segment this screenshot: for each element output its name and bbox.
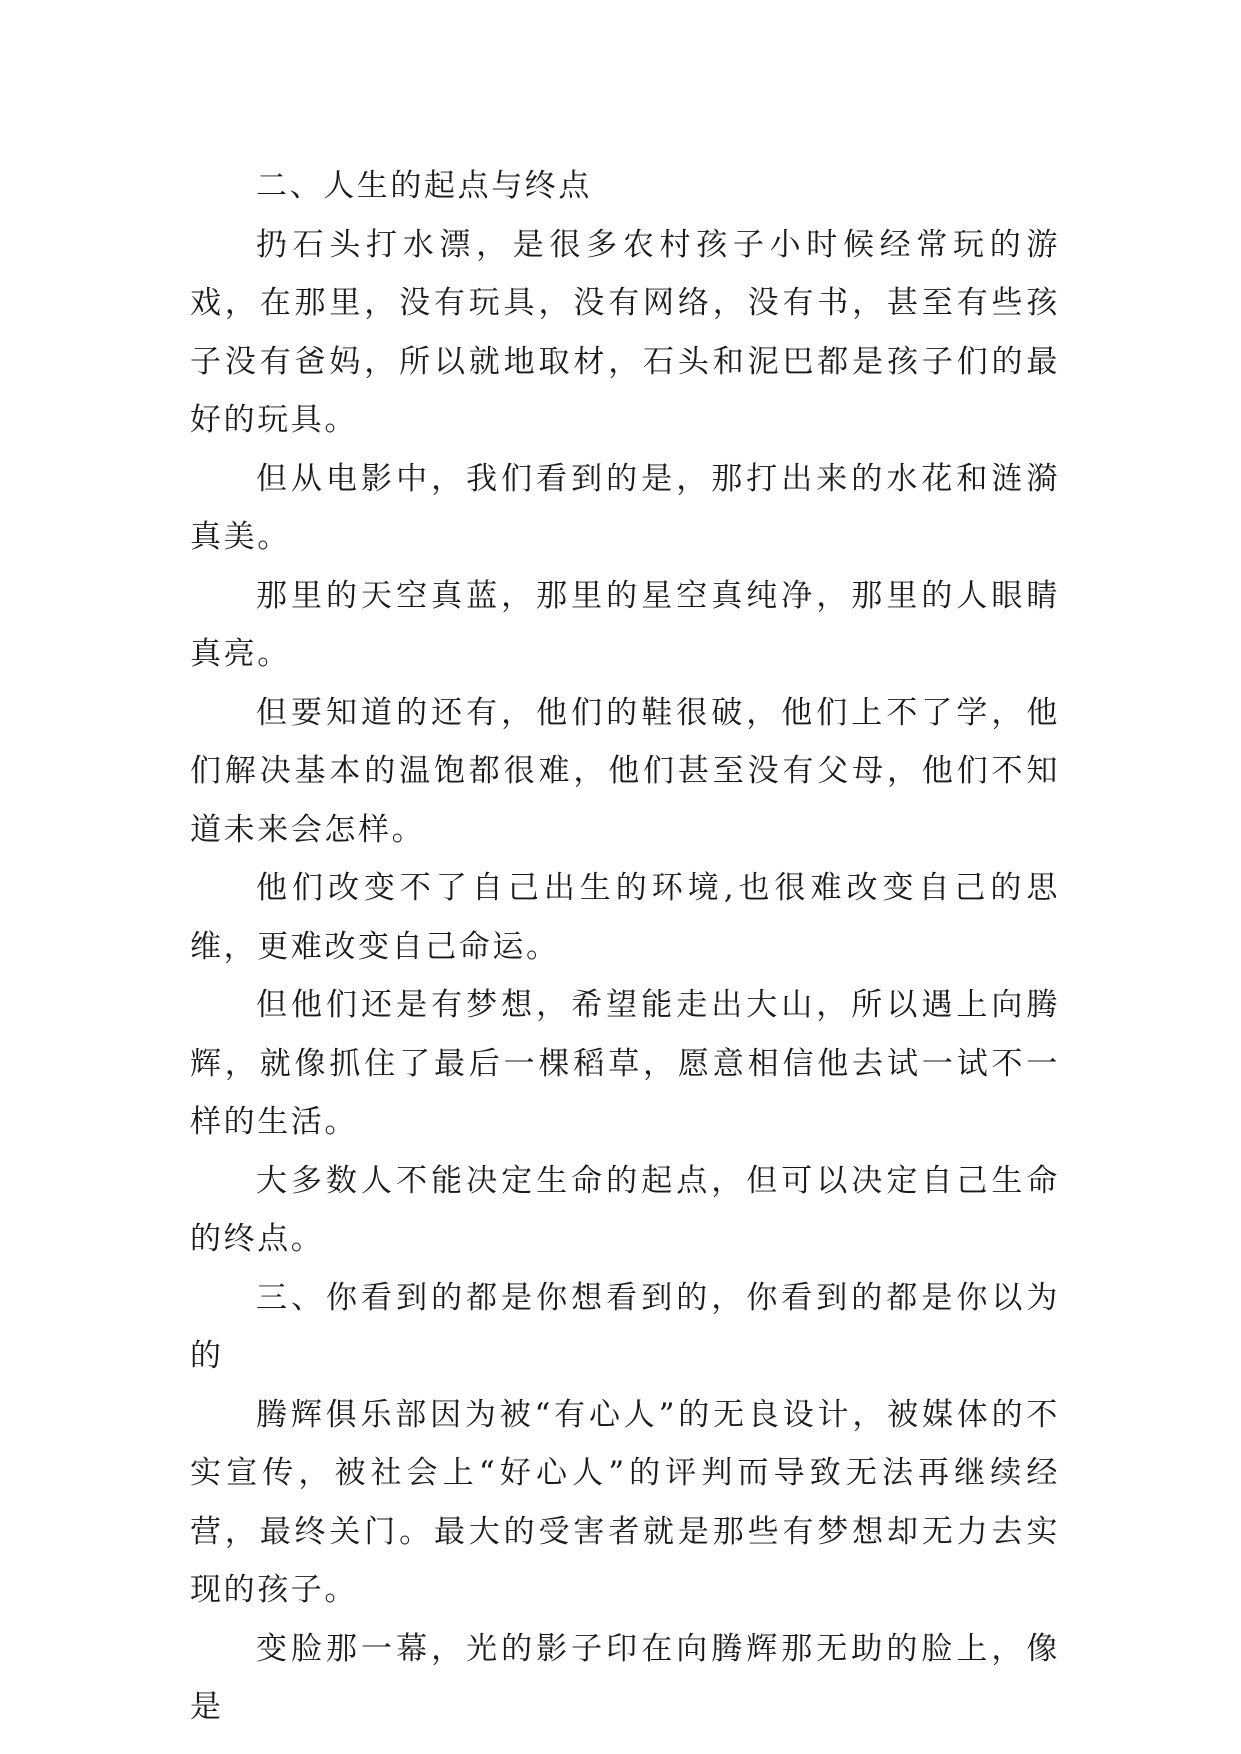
section-heading-3: 三、你看到的都是你想看到的，你看到的都是你以为的 [190, 1279, 1060, 1374]
paragraph: 那里的天空真蓝，那里的星空真纯净，那里的人眼睛真亮。 [190, 577, 1060, 672]
document-body [190, 157, 1060, 1737]
paragraph: 扔石头打水漂，是很多农村孩子小时候经常玩的游戏，在那里，没有玩具，没有网络，没有书，甚至有些孩子没有爸妈，所以就地取材，石头和泥巴都是孩子们的最好的玩具。 [190, 226, 1060, 438]
paragraph: 他们改变不了自己出生的环境,也很难改变自己的思维，更难改变自己命运。 [190, 870, 1060, 965]
paragraph: 腾辉俱乐部因为被“有心人”的无良设计，被媒体的不实宣传，被社会上“好心人”的评判而导致无法再继续经营，最终关门。最大的受害者就是那些有梦想却无力去实现的孩子。 [190, 1396, 1060, 1608]
section-heading-2: 二、人生的起点与终点 [256, 168, 592, 204]
paragraph: 大多数人不能决定生命的起点，但可以决定自己生命的终点。 [190, 1162, 1060, 1257]
paragraph: 但要知道的还有，他们的鞋很破，他们上不了学，他们解决基本的温饱都很难，他们甚至没有父母，他们不知道未来会怎样。 [190, 694, 1060, 848]
paragraph: 变脸那一幕，光的影子印在向腾辉那无助的脸上，像是 [190, 1630, 1060, 1725]
paragraph: 但他们还是有梦想，希望能走出大山，所以遇上向腾辉，就像抓住了最后一棵稻草，愿意相信他去试一试不一样的生活。 [190, 987, 1060, 1140]
paragraph: 但从电影中，我们看到的是，那打出来的水花和涟漪真美。 [190, 460, 1060, 555]
